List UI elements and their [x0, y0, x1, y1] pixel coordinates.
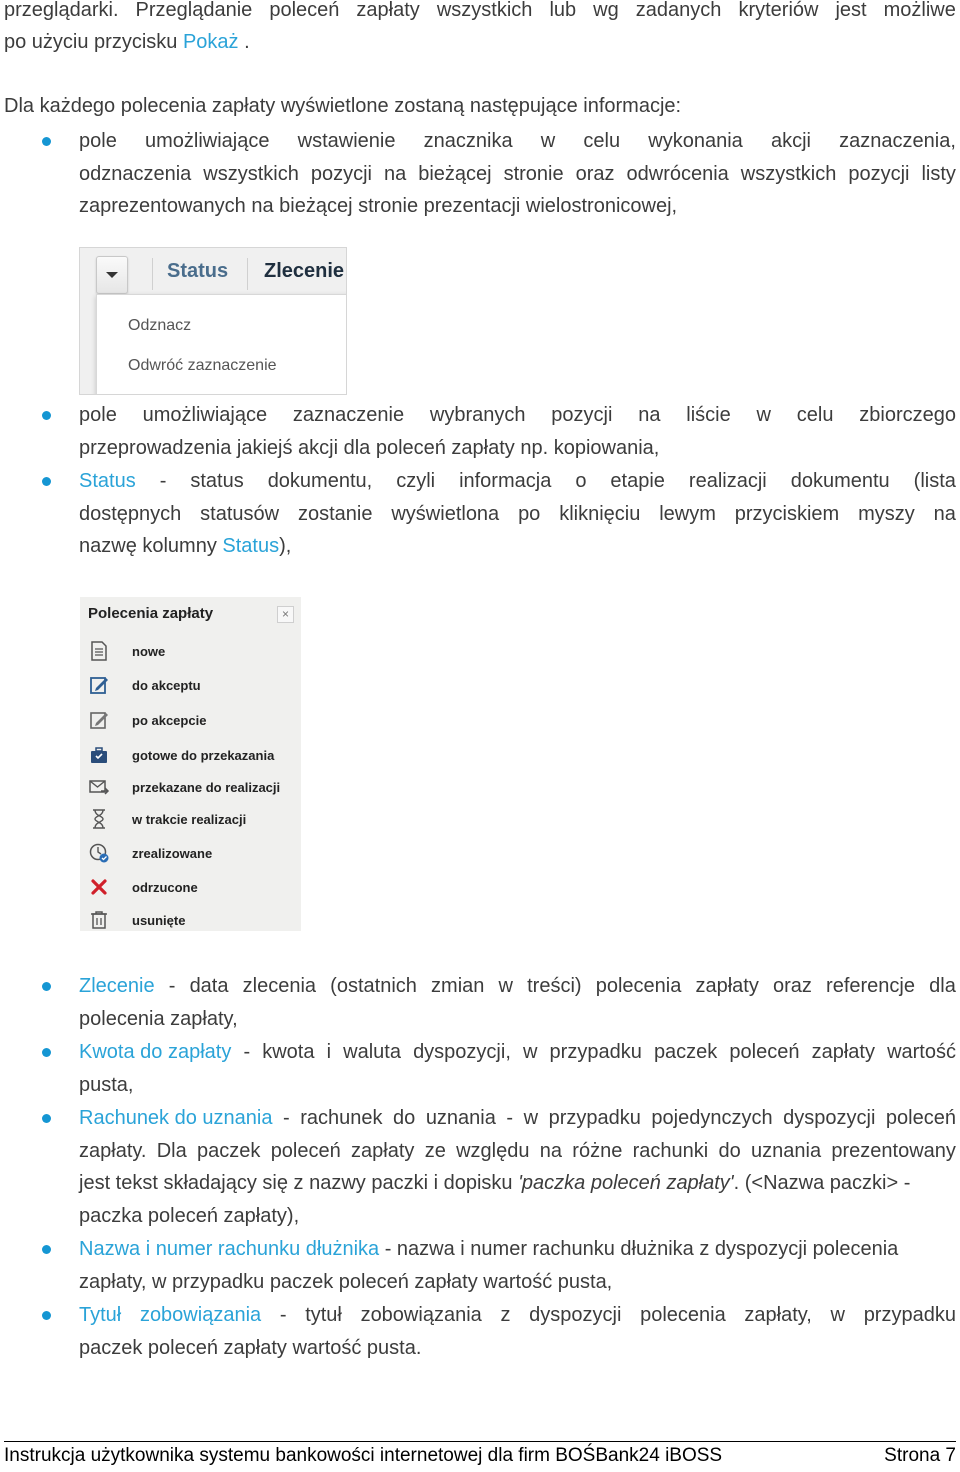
column-divider	[152, 258, 153, 290]
status-list-item	[88, 775, 280, 799]
word: na	[383, 162, 407, 185]
menu-item-deselect: Odznacz	[128, 317, 192, 334]
word: -	[168, 975, 176, 997]
word: zbiorczego	[859, 404, 956, 426]
word: pozycji	[848, 162, 910, 185]
hourglass-icon	[88, 808, 110, 830]
word: rachunek	[300, 1107, 383, 1129]
word: zostanie	[297, 502, 373, 525]
bullet-icon	[42, 137, 51, 146]
word: zapłaty,	[744, 1304, 812, 1326]
word: pozycji	[310, 162, 372, 185]
word: zlecenia	[242, 975, 317, 997]
word: pole	[79, 404, 117, 426]
status-label: gotowe do przekazania	[132, 747, 275, 763]
word: poleceń	[270, 1139, 341, 1162]
term-status-ref: Status	[222, 535, 280, 557]
edit-icon	[88, 709, 110, 731]
word: zaznaczenia,	[839, 130, 956, 152]
bullet-tytul: Tytuł zobowiązania - tytuł zobowiązania z dyspozycji polecenia zapłaty, w przypadku paczek poleceń zapłaty wartość pusta.	[79, 1299, 956, 1364]
close-icon: ×	[277, 606, 294, 623]
briefcase-icon	[88, 744, 110, 766]
red-x-icon	[88, 876, 110, 898]
status-label: w trakcie realizacji	[132, 811, 247, 827]
word: tytuł	[305, 1304, 342, 1326]
status-list-item	[88, 639, 165, 663]
word: wyświetlona	[391, 502, 500, 525]
column-divider	[247, 258, 248, 290]
status-list-title: Polecenia zapłaty	[88, 605, 214, 622]
clock-check-icon	[88, 842, 110, 864]
bullet-dluznik: Nazwa i numer rachunku dłużnika - nazwa i numer rachunku dłużnika z dyspozycji polecenia zapłaty, w przypadku paczek poleceń zapłaty wartość pusta,	[79, 1238, 899, 1293]
word: kwota	[262, 1041, 315, 1063]
bullet-icon	[42, 477, 51, 486]
word: zaznaczenie	[292, 404, 405, 426]
word: dokumentu,	[267, 470, 373, 492]
word: waluta	[343, 1041, 401, 1063]
word: w	[756, 404, 771, 426]
footer-rule	[4, 1441, 956, 1442]
word: zapłaty	[811, 1041, 875, 1063]
word: informacja	[459, 470, 552, 492]
edit-check-icon	[88, 674, 110, 696]
word: odznaczenia	[79, 162, 192, 185]
word: w	[522, 1041, 538, 1063]
word: rachunki	[632, 1139, 709, 1162]
word: myszy	[858, 502, 915, 525]
word: przypadku	[548, 1107, 641, 1129]
status-list-item	[88, 743, 274, 767]
show-button-reference: Pokaż	[182, 31, 239, 53]
word: możliwe	[883, 0, 956, 21]
status-label: usunięte	[132, 912, 186, 928]
word: lub	[549, 0, 577, 21]
selection-menu	[96, 294, 347, 395]
term-zlecenie: Zlecenie	[79, 975, 155, 997]
word: zobowiązania	[360, 1304, 482, 1326]
word: stronie	[503, 162, 564, 185]
status-label: po akcepcie	[132, 712, 207, 728]
word: umożliwiające	[144, 130, 270, 152]
word: do	[393, 1107, 416, 1129]
word: poleceń	[885, 1107, 956, 1129]
word: wg	[593, 0, 619, 21]
bullet-zlecenie: Zlecenie - data zlecenia (ostatnich zmian w treści) polecenia zapłaty oraz referencje dla polecenia zapłaty,	[79, 970, 956, 1035]
word: zapłaty.	[79, 1139, 147, 1162]
word: statusów	[200, 502, 280, 525]
word: różne	[572, 1139, 623, 1162]
intro-line-1	[4, 0, 956, 26]
word: dyspozycji,	[413, 1041, 511, 1063]
word: uznania	[751, 1139, 822, 1162]
term-dluznik: Nazwa i numer rachunku dłużnika	[79, 1238, 380, 1260]
word: przypadku	[549, 1041, 642, 1063]
mail-send-icon	[88, 776, 110, 798]
word: w	[830, 1304, 845, 1326]
menu-item-invert-selection: Odwróć zaznaczenie	[128, 357, 277, 374]
word: lewym	[659, 502, 716, 525]
word: wstawienie	[297, 130, 396, 152]
word: uznania	[425, 1107, 496, 1129]
word: zapłaty	[356, 0, 420, 21]
term-rachunek: Rachunek do uznania	[79, 1107, 273, 1129]
word: w	[523, 1107, 539, 1129]
word: polecenia	[595, 975, 682, 997]
word: o	[575, 470, 587, 492]
word: -	[159, 470, 167, 492]
word: bieżącej	[418, 162, 492, 185]
status-label: zrealizowane	[132, 845, 213, 861]
word: pojedynczych	[651, 1107, 773, 1129]
word: wybranych	[429, 404, 526, 426]
word: w	[498, 975, 513, 997]
word: dostępnych	[79, 502, 182, 525]
word: data	[189, 975, 229, 997]
dropdown-caret-icon	[96, 256, 128, 294]
word: pole	[79, 130, 117, 152]
status-list-item	[88, 807, 246, 831]
term-kwota: Kwota do zapłaty	[79, 1041, 232, 1063]
status-label: do akceptu	[132, 677, 201, 693]
word: ze	[424, 1139, 446, 1162]
word: etapie	[610, 470, 665, 492]
word: dyspozycji	[529, 1304, 622, 1326]
word: oraz	[575, 162, 615, 185]
status-list-item	[88, 841, 212, 865]
trash-icon	[88, 909, 110, 931]
bullet-icon	[42, 411, 51, 420]
status-label: przekazane do realizacji	[132, 779, 281, 795]
word: akcji	[770, 130, 811, 152]
word: wszystkich	[203, 162, 299, 185]
word: (ostatnich	[330, 975, 417, 997]
word: dyspozycji	[783, 1107, 876, 1129]
word: zmian	[431, 975, 485, 997]
word: celu	[796, 404, 834, 426]
bullet-icon	[42, 1048, 51, 1057]
intro-line-2: po użyciu przycisku Pokaż .	[4, 31, 250, 53]
word: przypadku	[863, 1304, 956, 1326]
status-list-item	[88, 708, 206, 732]
word: oraz	[773, 975, 812, 997]
word: celu	[583, 130, 621, 152]
bullet-kwota: Kwota do zapłaty - kwota i waluta dyspozycji, w przypadku paczek poleceń zapłaty wartość pusta,	[79, 1036, 956, 1101]
status-list-item	[88, 908, 185, 931]
word: kliknięciu	[559, 502, 641, 525]
status-list-screenshot	[80, 597, 301, 931]
term-status: Status	[79, 470, 136, 492]
word: Przeglądanie	[135, 0, 253, 21]
word: na	[933, 502, 956, 525]
bullet-status: Status - status dokumentu, czyli informacja o etapie realizacji dokumentu (lista dostępnych statusów zostanie wyświetlona po kliknięciu lewym przyciskiem myszy na nazwę kolumny Status),	[79, 465, 956, 563]
word: wykonania	[648, 130, 743, 152]
word: poleceń	[269, 0, 340, 21]
word: poleceń	[729, 1041, 800, 1063]
word: Dla	[156, 1139, 187, 1162]
column-header-zlecenie: Zlecenie	[264, 260, 345, 282]
status-list-item	[88, 875, 198, 899]
word: -	[243, 1041, 251, 1063]
word: z	[500, 1304, 511, 1326]
word: odwrócenia	[626, 162, 729, 185]
word: referencje	[826, 975, 915, 997]
bullet-icon	[42, 982, 51, 991]
word: do	[718, 1139, 741, 1162]
word: czyli	[396, 470, 436, 492]
bullet-select-field: pole umożliwiające wstawienie znacznika w celu wykonania akcji zaznaczenia, odznaczenia wszystkich pozycji na bieżącej stronie oraz odwrócenia wszystkich pozycji listy zaprezentowanych na bieżącej stronie prezentacji wielostronicowej,	[79, 125, 956, 223]
word: w	[540, 130, 556, 152]
word: przyciskiem	[734, 502, 840, 525]
status-list-item	[88, 673, 201, 697]
bullet-checkbox-field: pole umożliwiające zaznaczenie wybranych pozycji na liście w celu zbiorczego przeprowadzenia jakiejś akcji dla poleceń zapłaty np. kopiowania,	[79, 399, 956, 464]
word: umożliwiające	[142, 404, 268, 426]
word: paczek	[653, 1041, 718, 1063]
word: wszystkich	[436, 0, 533, 21]
document-icon	[88, 640, 110, 662]
word: znacznika	[423, 130, 513, 152]
word: zadanych	[635, 0, 722, 21]
word: -	[506, 1107, 514, 1129]
bullet-icon	[42, 1114, 51, 1123]
word: -	[279, 1304, 287, 1326]
footer-title: Instrukcja użytkownika systemu bankowości internetowej dla firm BOŚBank24 iBOSS	[4, 1445, 723, 1466]
word: listy	[921, 162, 956, 185]
word: pozycji	[551, 404, 613, 426]
word: na	[539, 1139, 563, 1162]
column-header-status: Status	[167, 260, 229, 282]
bullet-icon	[42, 1245, 51, 1254]
word: dokumentu	[790, 470, 890, 492]
word: kryteriów	[738, 0, 819, 21]
word: dla	[929, 975, 956, 997]
word: realizacji	[688, 470, 767, 492]
word: przeglądarki.	[4, 0, 119, 21]
bullet-icon	[42, 1311, 51, 1320]
word: po	[518, 502, 541, 525]
term-tytul: zobowiązania	[139, 1304, 262, 1326]
word: polecenia	[640, 1304, 726, 1326]
word: status	[190, 470, 244, 492]
word: względu	[456, 1139, 530, 1162]
word: zapłaty	[351, 1139, 415, 1162]
word: treści)	[527, 975, 582, 997]
word: i	[326, 1041, 332, 1063]
word: zapłaty	[695, 975, 759, 997]
word: na	[638, 404, 661, 426]
word: liście	[686, 404, 731, 426]
select-dropdown-screenshot	[79, 247, 347, 395]
word: wartość	[887, 1041, 956, 1063]
intro-lead: Dla każdego polecenia zapłaty wyświetlone zostaną następujące informacje:	[4, 95, 682, 117]
status-label: odrzucone	[132, 879, 198, 895]
word: -	[283, 1107, 290, 1129]
term-tytul: Tytuł	[79, 1304, 122, 1326]
word: jest	[835, 0, 867, 21]
word: wszystkich	[740, 162, 837, 185]
word: (lista	[913, 470, 956, 492]
bullet-rachunek: Rachunek do uznania - rachunek do uznania - w przypadku pojedynczych dyspozycji poleceń zapłaty. Dla paczek poleceń zapłaty ze względu na różne rachunki do uznania prezentowany jest tekst składający się z nazwy paczki i dopisku 'paczka poleceń zapłaty'. (<Nazwa paczki> - paczka poleceń zapłaty),	[79, 1102, 956, 1232]
word: paczek	[197, 1139, 261, 1162]
word: prezentowany	[831, 1139, 956, 1162]
page-number: Strona 7	[884, 1445, 956, 1466]
status-label: nowe	[132, 643, 166, 659]
